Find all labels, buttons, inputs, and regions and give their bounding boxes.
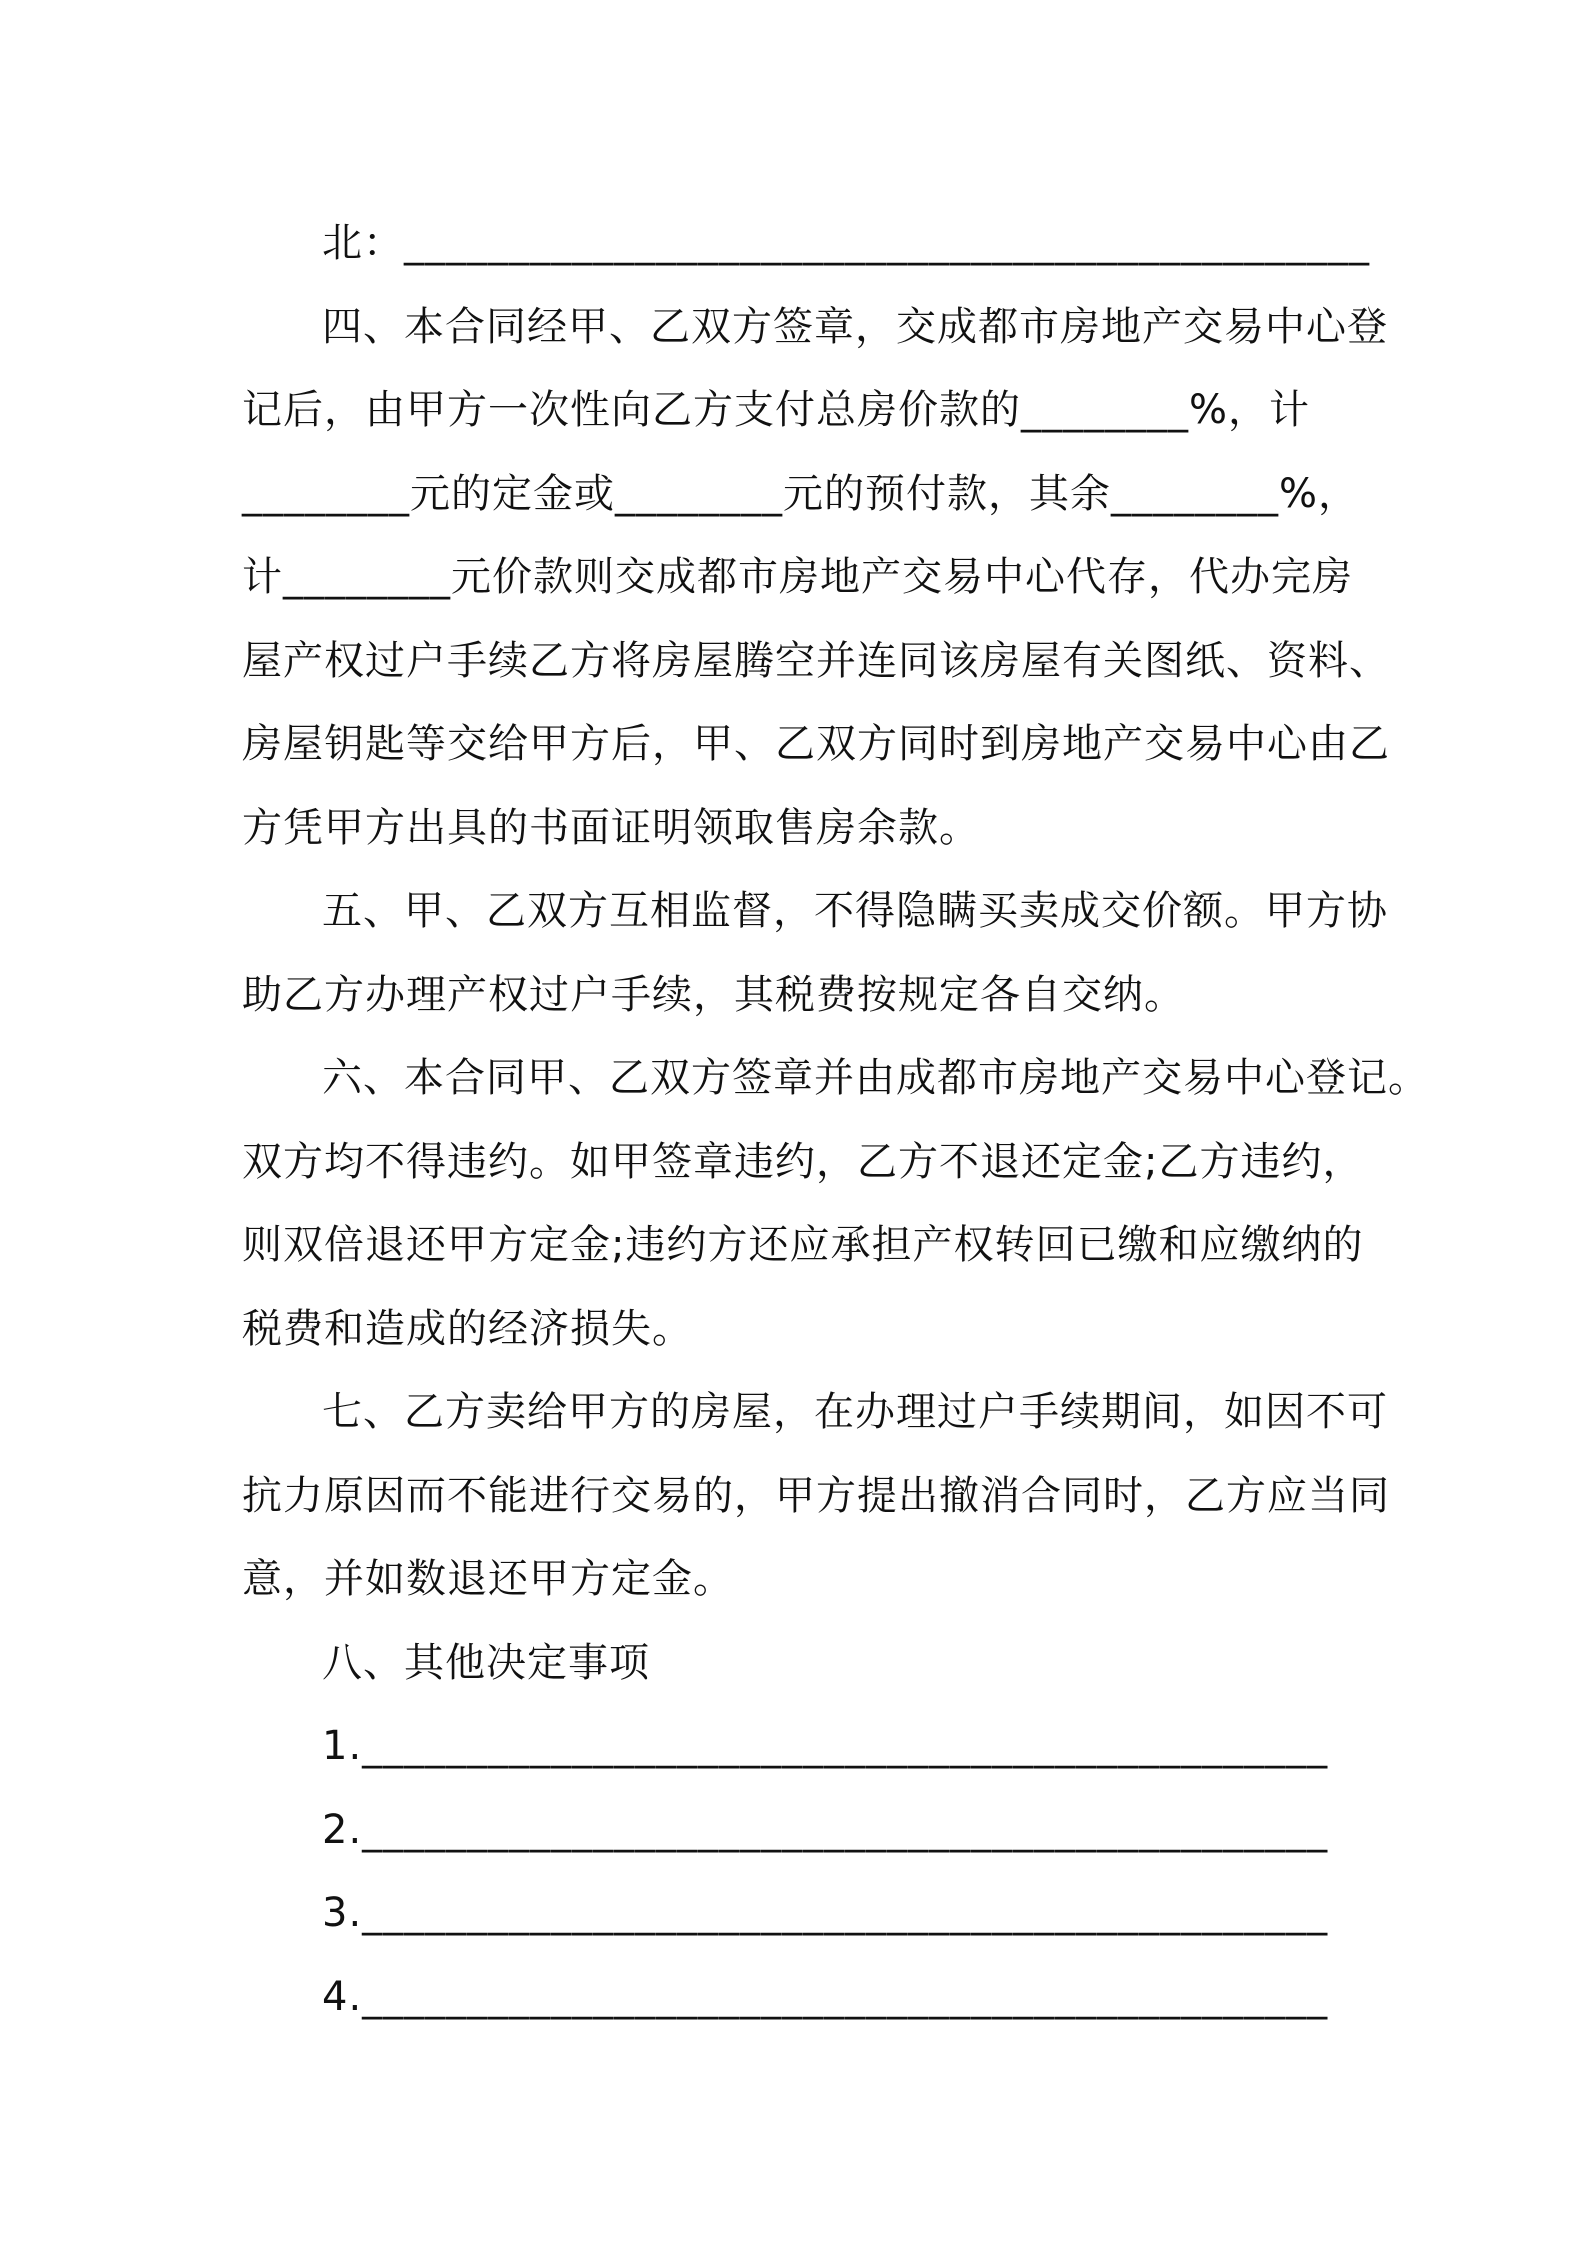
clause-8-title: 八、其他决定事项 [322, 1639, 650, 1686]
clause-6-line-4: 税费和造成的经济损失。 [242, 1305, 693, 1352]
document-page [242, 202, 1429, 2039]
other-item-1: 1.______________________________________________ [322, 1723, 1329, 1769]
clause-4-line-3: ________元的定金或________元的预付款，其余________%， [242, 470, 1360, 517]
clause-7-line-2: 抗力原因而不能进行交易的，甲方提出撤消合同时，乙方应当同 [242, 1472, 1390, 1519]
clause-6-line-1: 六、本合同甲、乙双方签章并由成都市房地产交易中心登记。 [322, 1055, 1429, 1101]
boundary-north: 北：______________________________________________ [322, 220, 1370, 266]
clause-4-line-4: 计________元价款则交成都市房地产交易中心代存，代办完房 [242, 554, 1353, 600]
other-item-3: 3.______________________________________________ [322, 1890, 1329, 1936]
clause-4-line-5: 屋产权过户手续乙方将房屋腾空并连同该房屋有关图纸、资料、 [242, 637, 1390, 684]
clause-4-line-7: 方凭甲方出具的书面证明领取售房余款。 [242, 804, 980, 851]
clause-5-line-2: 助乙方办理产权过户手续，其税费按规定各自交纳。 [242, 971, 1185, 1018]
clause-4-line-6: 房屋钥匙等交给甲方后，甲、乙双方同时到房地产交易中心由乙 [242, 721, 1390, 767]
clause-7-line-3: 意，并如数退还甲方定金。 [242, 1556, 734, 1602]
clause-6-line-2: 双方均不得违约。如甲签章违约，乙方不退还定金;乙方违约， [242, 1138, 1364, 1185]
clause-7-line-1: 七、乙方卖给甲方的房屋，在办理过户手续期间，如因不可 [322, 1389, 1388, 1435]
other-item-4: 4.______________________________________________ [322, 1973, 1329, 2020]
clause-4-line-1: 四、本合同经甲、乙双方签章，交成都市房地产交易中心登 [322, 303, 1388, 350]
other-item-2: 2.______________________________________________ [322, 1806, 1329, 1853]
clause-5-line-1: 五、甲、乙双方互相监督，不得隐瞒买卖成交价额。甲方协 [322, 888, 1388, 934]
clause-6-line-3: 则双倍退还甲方定金;违约方还应承担产权转回已缴和应缴纳的 [242, 1222, 1364, 1268]
clause-4-line-2: 记后，由甲方一次性向乙方支付总房价款的________%，计 [242, 387, 1311, 433]
